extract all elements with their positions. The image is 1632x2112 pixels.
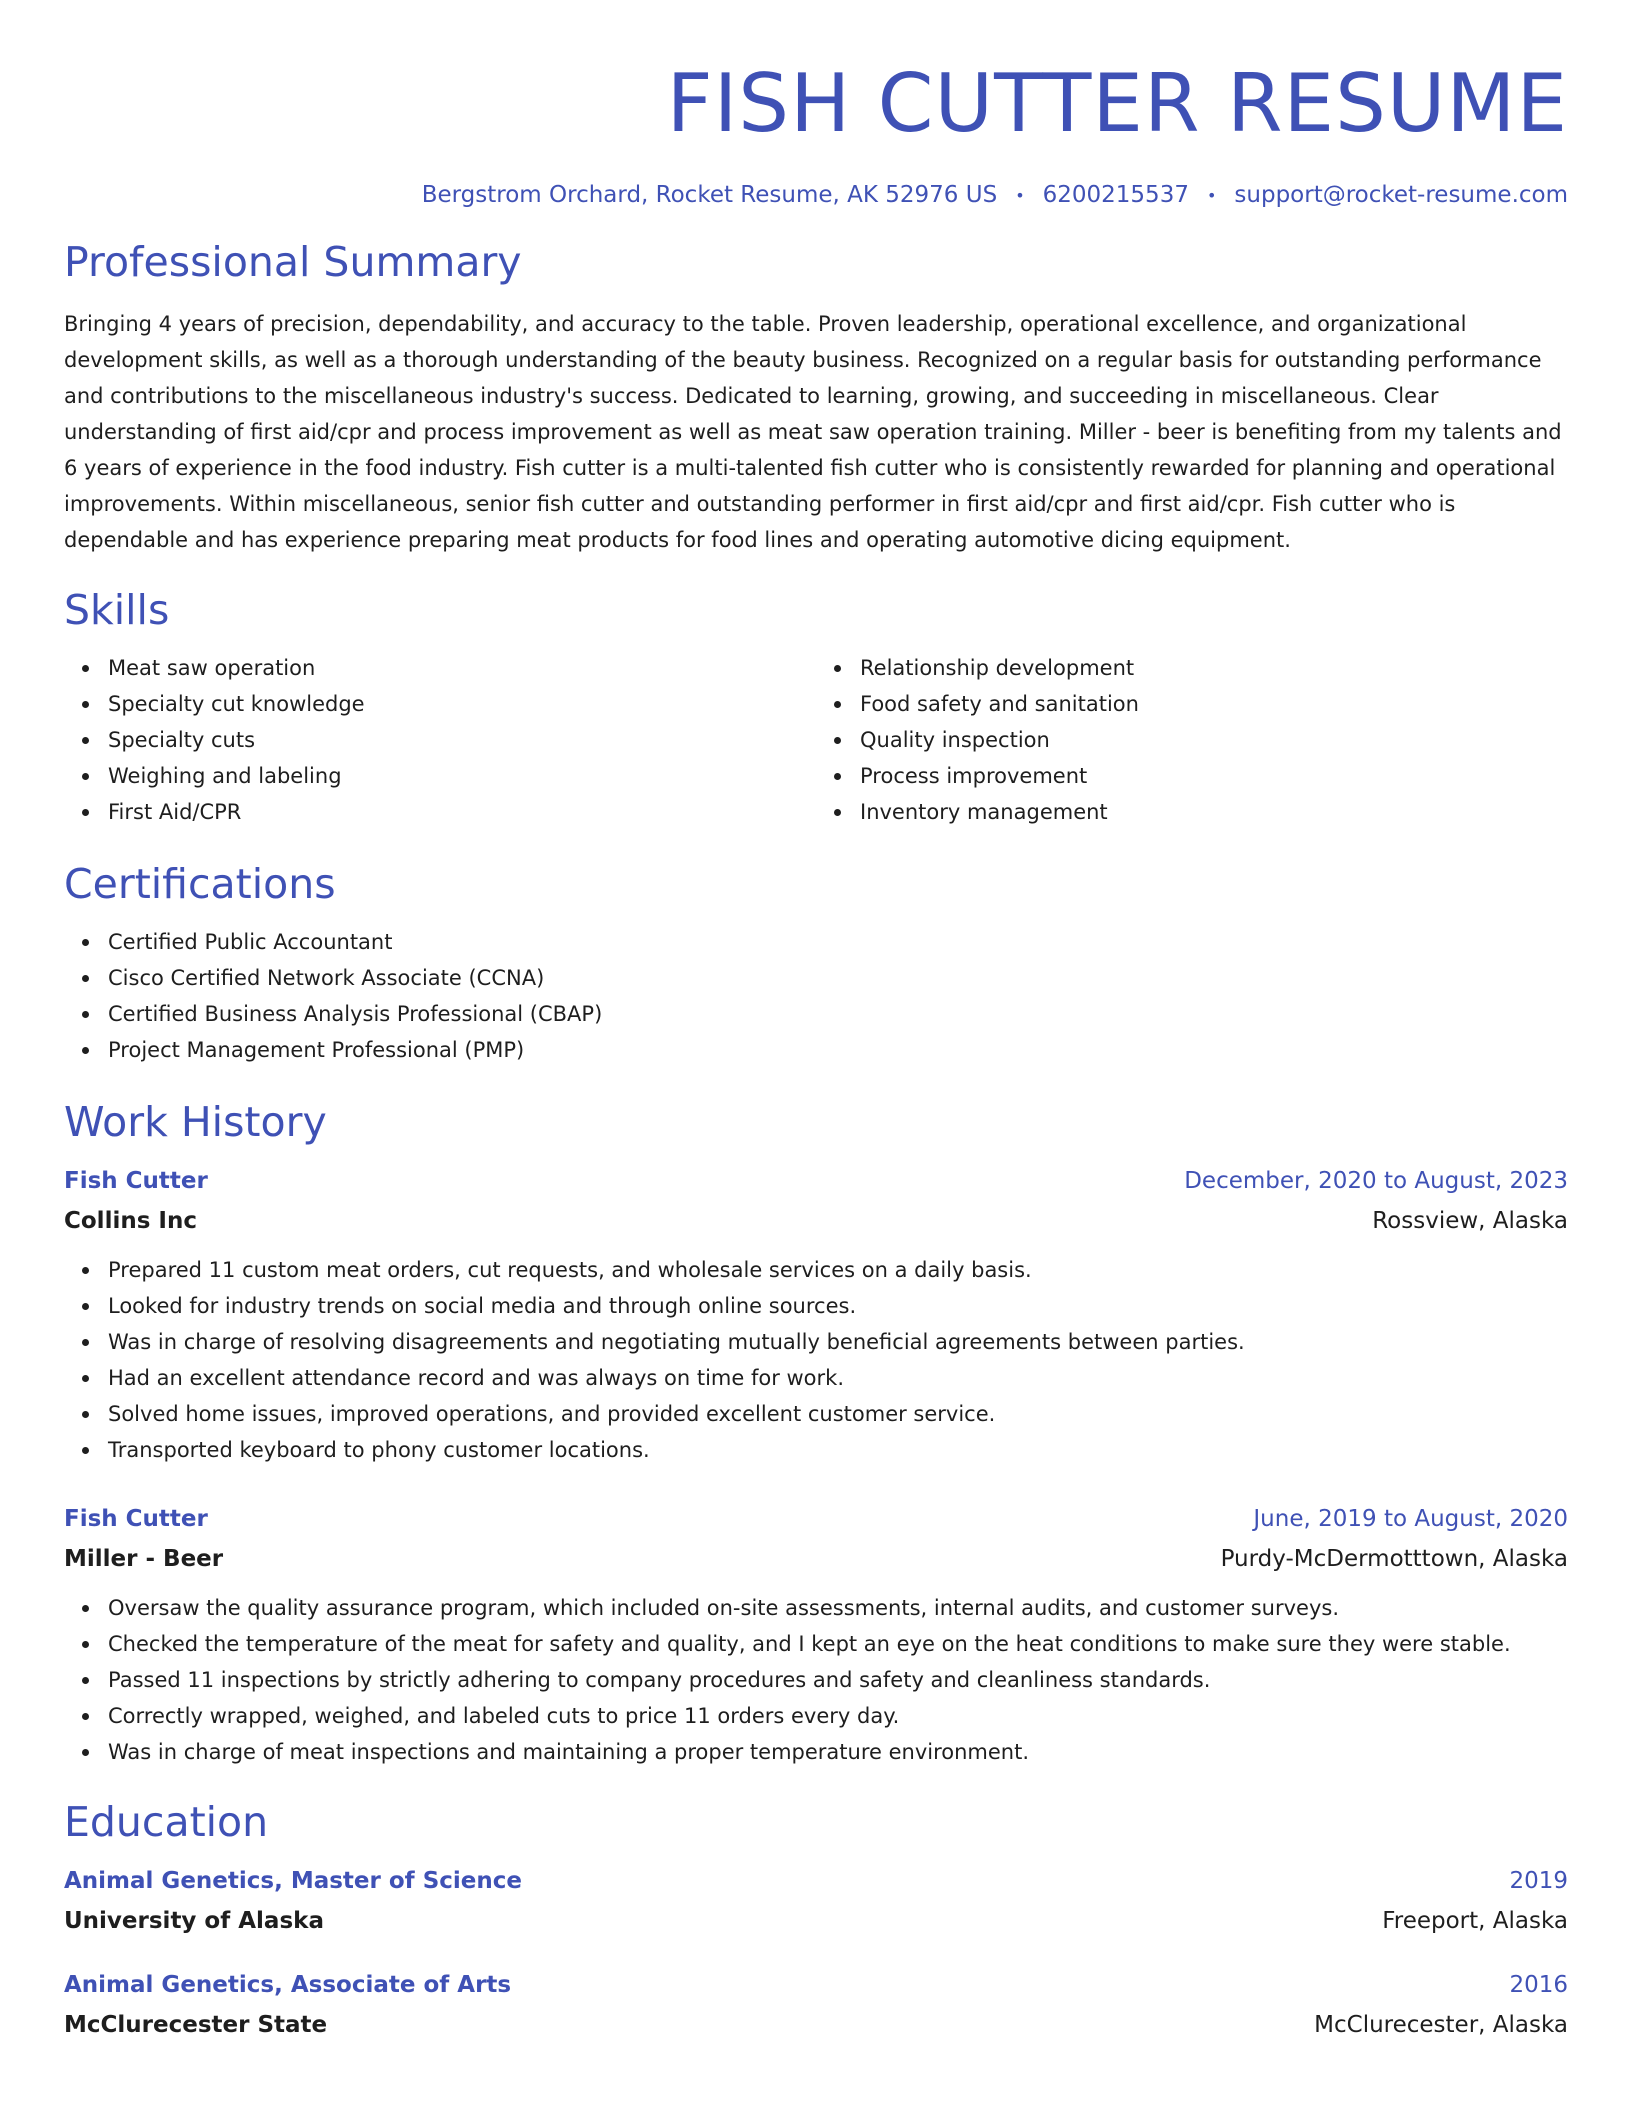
- contact-separator: •: [1015, 185, 1025, 205]
- resume-title: FISH CUTTER RESUME: [666, 57, 1568, 150]
- job-duty: Was in charge of meat inspections and maintaining a proper temperature environment.: [108, 1734, 1568, 1770]
- education-location: Freeport, Alaska: [1382, 1908, 1568, 1934]
- education-header: [64, 1868, 1568, 1894]
- skill-item: Specialty cut knowledge: [108, 686, 816, 722]
- summary-text: Bringing 4 years of precision, dependability, and accuracy to the table. Proven leadership, operational excellence, and organizational development skills, as well as a thorough understanding of the beauty business. Recognized on a regular basis for outstanding performance and contributions to the miscellaneous industry's success. Dedicated to learning, growing, and succeeding in miscellaneous. Clear understanding of first aid/cpr and process improvement as well as meat saw operation training. Miller - beer is benefiting from my talents and 6 years of experience in the food industry. Fish cutter is a multi-talented fish cutter who is consistently rewarded for planning and operational improvements. Within miscellaneous, senior fish cutter and outstanding performer in first aid/cpr and first aid/cpr. Fish cutter who is dependable and has experience preparing meat products for food lines and operating automotive dicing equipment.: [64, 312, 1562, 552]
- certification-item: Cisco Certified Network Associate (CCNA): [108, 960, 1568, 996]
- education-degree: Animal Genetics, Master of Science: [64, 1868, 522, 1894]
- job-company: Miller - Beer: [64, 1546, 224, 1572]
- job-subheader: [64, 1546, 1568, 1572]
- contact-phone: 6200215537: [1042, 182, 1189, 208]
- job-subheader: [64, 1208, 1568, 1234]
- education-header: [64, 1972, 1568, 1998]
- job-duty: Solved home issues, improved operations, and provided excellent customer service.: [108, 1396, 1568, 1432]
- job-duties-list: [64, 1590, 1568, 1770]
- job-location: Rossview, Alaska: [1372, 1208, 1568, 1234]
- education-year: 2019: [1509, 1868, 1568, 1894]
- job-duty: Transported keyboard to phony customer locations.: [108, 1432, 1568, 1468]
- job-duty: Passed 11 inspections by strictly adhering to company procedures and safety and cleanliness standards.: [108, 1662, 1568, 1698]
- job-title: Fish Cutter: [64, 1506, 208, 1532]
- job-duty: Correctly wrapped, weighed, and labeled cuts to price 11 orders every day.: [108, 1698, 1568, 1734]
- contact-address: Bergstrom Orchard, Rocket Resume, AK 52976 US: [421, 182, 998, 208]
- job-duty: Had an excellent attendance record and was always on time for work.: [108, 1360, 1568, 1396]
- education-entry: [64, 1972, 1568, 2038]
- certifications-list: [64, 924, 1568, 1068]
- education-school: McClurecester State: [64, 2012, 328, 2038]
- job-entry: [64, 1168, 1568, 1468]
- skills-column-left: [64, 650, 816, 830]
- education-subheader: [64, 2012, 1568, 2038]
- skill-item: Quality inspection: [860, 722, 1568, 758]
- education-degree: Animal Genetics, Associate of Arts: [64, 1972, 512, 1998]
- skills-column-right: [816, 650, 1568, 830]
- job-entry: [64, 1506, 1568, 1770]
- job-header: [64, 1506, 1568, 1532]
- skill-item: Food safety and sanitation: [860, 686, 1568, 722]
- education-location: McClurecester, Alaska: [1314, 2012, 1568, 2038]
- summary-heading: Professional Summary: [64, 238, 522, 286]
- job-dates: June, 2019 to August, 2020: [1253, 1506, 1568, 1532]
- job-dates: December, 2020 to August, 2023: [1184, 1168, 1568, 1194]
- education-entry: [64, 1868, 1568, 1934]
- job-title: Fish Cutter: [64, 1168, 208, 1194]
- contact-line: [64, 182, 1568, 208]
- job-duty: Looked for industry trends on social media and through online sources.: [108, 1288, 1568, 1324]
- skills-heading: Skills: [64, 586, 170, 634]
- job-duty: Checked the temperature of the meat for safety and quality, and I kept an eye on the heat conditions to make sure they were stable.: [108, 1626, 1568, 1662]
- job-location: Purdy-McDermotttown, Alaska: [1220, 1546, 1568, 1572]
- contact-email: support@rocket-resume.com: [1234, 182, 1568, 208]
- education-school: University of Alaska: [64, 1908, 324, 1934]
- education-heading: Education: [64, 1798, 269, 1846]
- job-header: [64, 1168, 1568, 1194]
- education-subheader: [64, 1908, 1568, 1934]
- job-duty: Oversaw the quality assurance program, which included on-site assessments, internal audits, and customer surveys.: [108, 1590, 1568, 1626]
- skill-item: Relationship development: [860, 650, 1568, 686]
- job-duty: Was in charge of resolving disagreements and negotiating mutually beneficial agreements between parties.: [108, 1324, 1568, 1360]
- education-year: 2016: [1509, 1972, 1568, 1998]
- work-history-heading: Work History: [64, 1098, 327, 1146]
- skill-item: Meat saw operation: [108, 650, 816, 686]
- skill-item: Inventory management: [860, 794, 1568, 830]
- skills-list: [64, 650, 1568, 830]
- skill-item: Weighing and labeling: [108, 758, 816, 794]
- certification-item: Certified Public Accountant: [108, 924, 1568, 960]
- contact-separator: •: [1206, 185, 1217, 205]
- certifications-heading: Certifications: [64, 860, 336, 908]
- certification-item: Project Management Professional (PMP): [108, 1032, 1568, 1068]
- skill-item: Specialty cuts: [108, 722, 816, 758]
- skill-item: Process improvement: [860, 758, 1568, 794]
- job-duties-list: [64, 1252, 1568, 1468]
- certification-item: Certified Business Analysis Professional (CBAP): [108, 996, 1568, 1032]
- skill-item: First Aid/CPR: [108, 794, 816, 830]
- job-company: Collins Inc: [64, 1208, 197, 1234]
- job-duty: Prepared 11 custom meat orders, cut requests, and wholesale services on a daily basis.: [108, 1252, 1568, 1288]
